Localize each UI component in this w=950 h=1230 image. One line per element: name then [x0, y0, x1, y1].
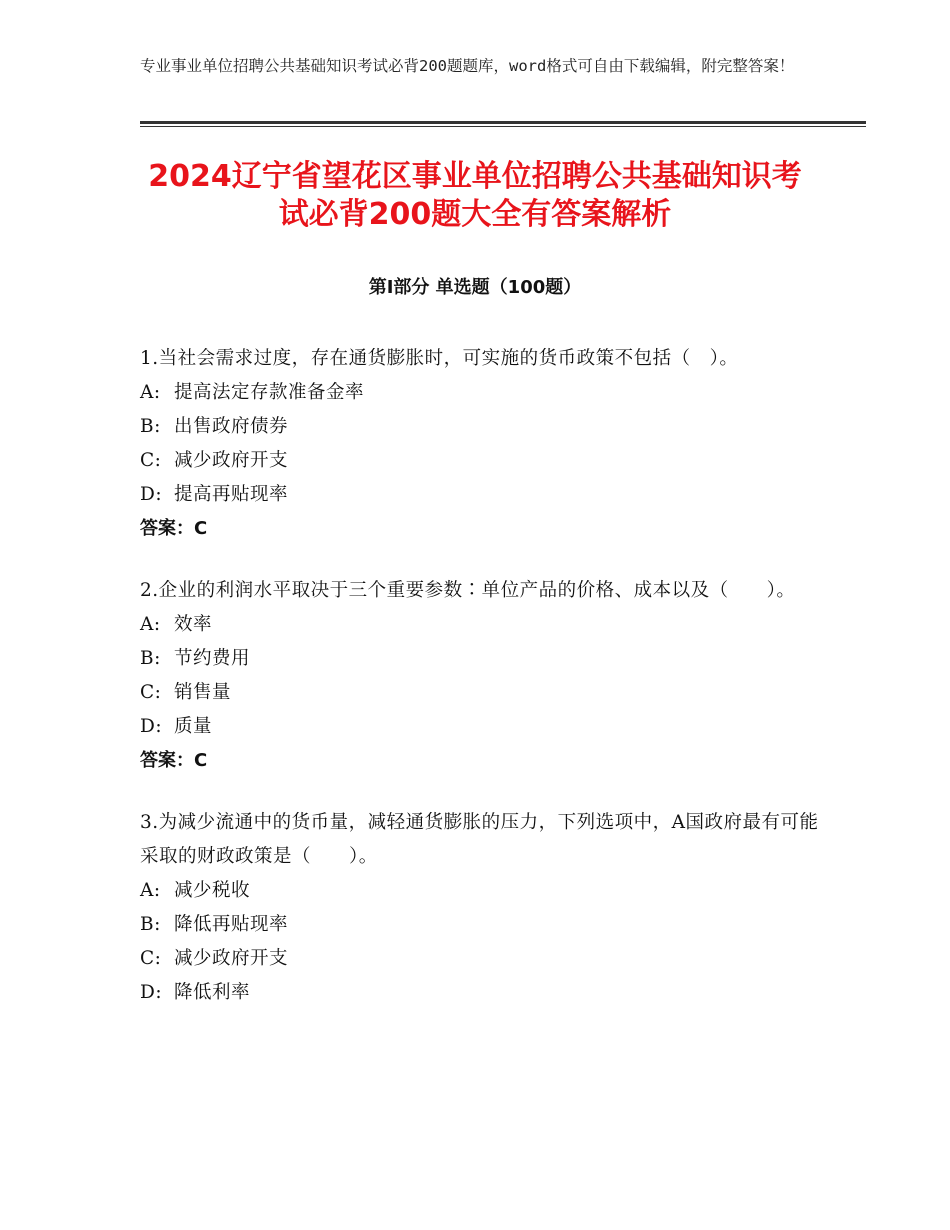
header-divider-thin: [140, 126, 866, 127]
question-stem: 3.为减少流通中的货币量，减轻通货膨胀的压力，下列选项中，A国政府最有可能采取的财政政策是（ ）。: [140, 812, 819, 867]
option-d: [140, 478, 820, 512]
option-text: 节约费用: [174, 648, 251, 669]
option-letter: C:: [140, 682, 162, 703]
option-letter: B:: [140, 648, 161, 669]
option-text: 降低再贴现率: [174, 914, 289, 935]
option-text: 减少政府开支: [174, 450, 289, 471]
question-stem: 2.企业的利润水平取决于三个重要参数∶单位产品的价格、成本以及（ ）。: [140, 580, 796, 601]
option-letter: B:: [140, 416, 161, 437]
question-list: [140, 342, 820, 1038]
option-text: 减少税收: [174, 880, 251, 901]
option-letter: C:: [140, 948, 162, 969]
option-text: 提高法定存款准备金率: [174, 382, 365, 403]
section-heading: 第Ⅰ部分 单选题（100题）: [368, 277, 582, 298]
header-divider-thick: [140, 121, 866, 124]
option-letter: B:: [140, 914, 161, 935]
option-letter: A:: [140, 614, 161, 635]
option-letter: D:: [140, 484, 163, 505]
option-text: 减少政府开支: [174, 948, 289, 969]
header-note: 专业事业单位招聘公共基础知识考试必背200题题库，word格式可自由下载编辑，附完整答案！: [140, 57, 795, 75]
option-d: [140, 710, 820, 744]
option-text: 降低利率: [174, 982, 251, 1003]
option-a: [140, 874, 820, 908]
option-c: [140, 444, 820, 478]
document-title: 2024辽宁省望花区事业单位招聘公共基础知识考试必背200题大全有答案解析: [148, 159, 802, 232]
option-a: [140, 608, 820, 642]
option-text: 效率: [174, 614, 213, 635]
option-letter: D:: [140, 982, 163, 1003]
option-letter: D:: [140, 716, 163, 737]
question-1: [140, 342, 820, 546]
answer-line: 答案：C: [140, 518, 208, 539]
answer-line: 答案：C: [140, 750, 208, 771]
option-text: 销售量: [174, 682, 232, 703]
option-c: [140, 942, 820, 976]
option-letter: A:: [140, 382, 161, 403]
option-text: 质量: [174, 716, 213, 737]
question-3: [140, 806, 820, 1010]
option-b: [140, 642, 820, 676]
option-c: [140, 676, 820, 710]
question-stem: 1.当社会需求过度，存在通货膨胀时，可实施的货币政策不包括（ ）。: [140, 348, 739, 369]
option-b: [140, 410, 820, 444]
option-text: 出售政府债券: [174, 416, 289, 437]
option-text: 提高再贴现率: [174, 484, 289, 505]
option-letter: A:: [140, 880, 161, 901]
option-a: [140, 376, 820, 410]
option-d: [140, 976, 820, 1010]
option-b: [140, 908, 820, 942]
question-2: [140, 574, 820, 778]
option-letter: C:: [140, 450, 162, 471]
